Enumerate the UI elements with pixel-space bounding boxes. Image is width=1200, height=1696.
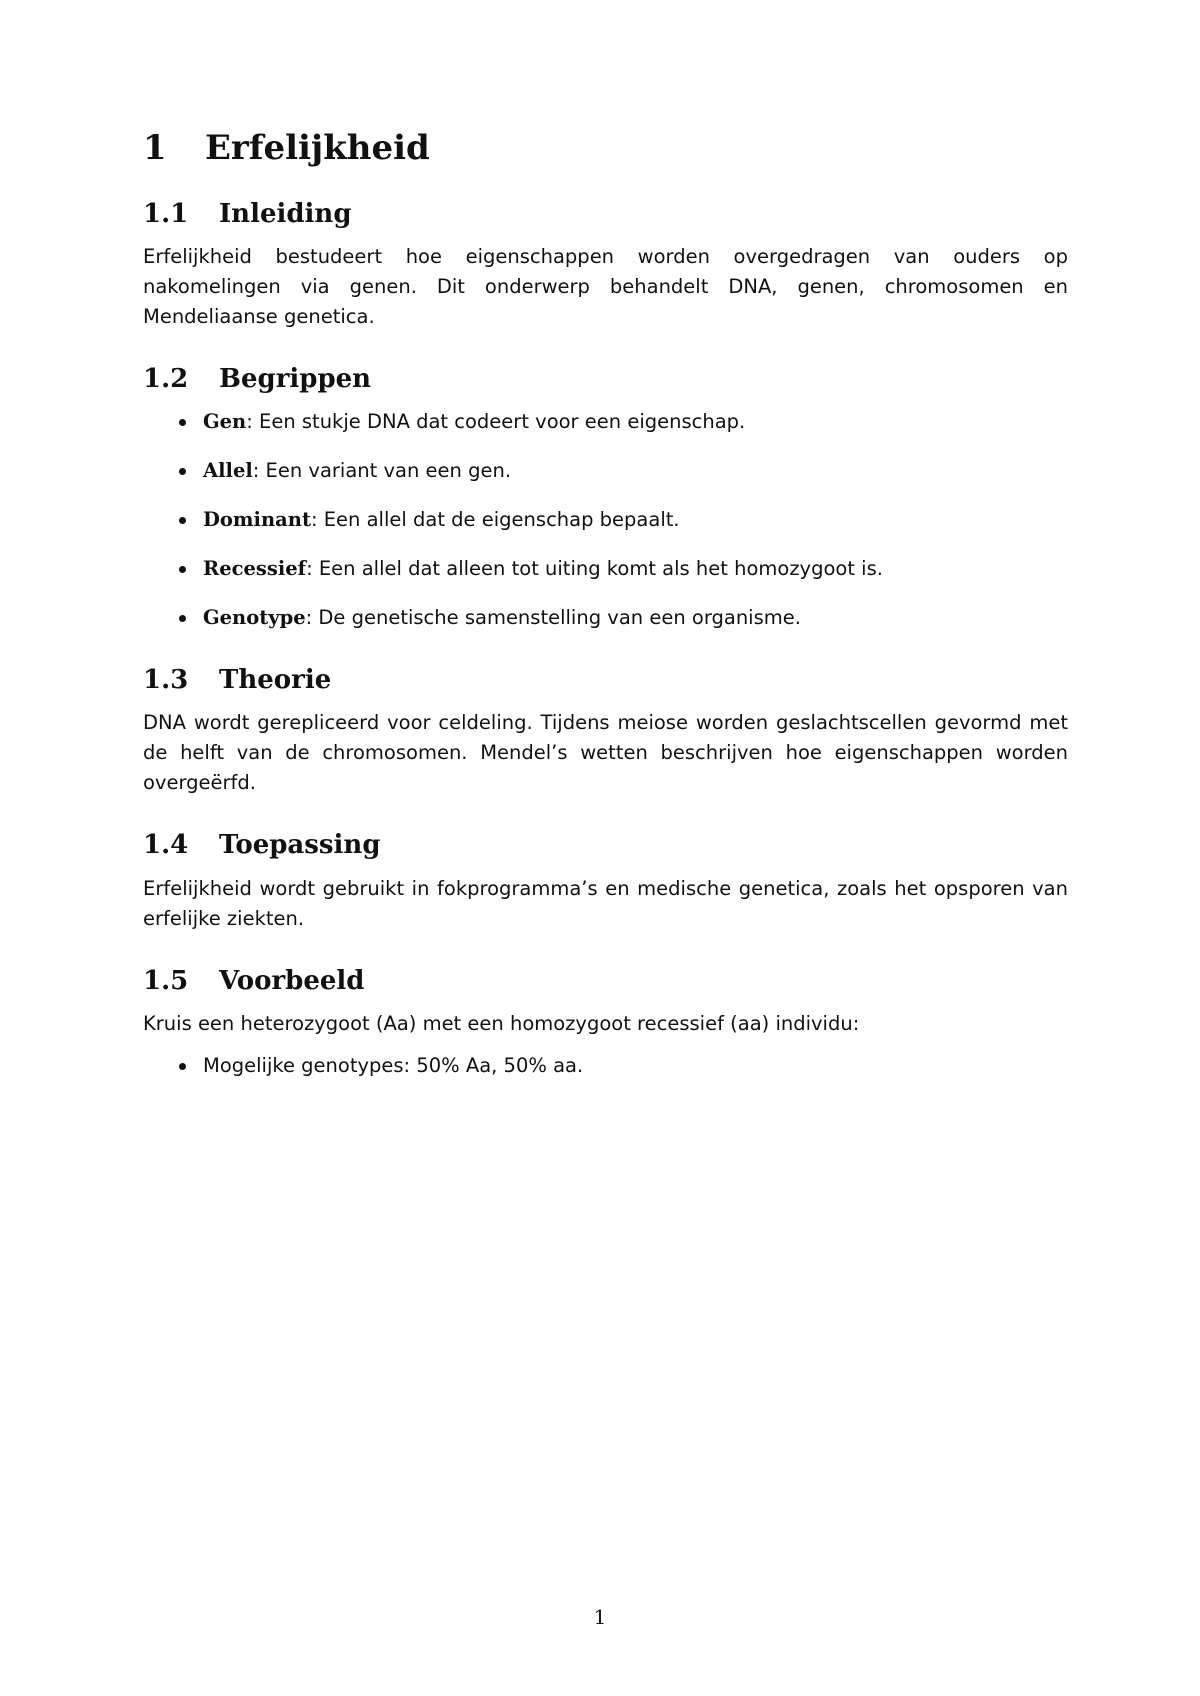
definition: : Een allel dat alleen tot uiting komt als het homozygoot is.: [306, 557, 883, 581]
list-item: [179, 603, 1068, 633]
section-heading: [143, 830, 1068, 861]
list-item: [179, 505, 1068, 535]
section-number: 1.2: [143, 363, 189, 394]
definition: : Een stukje DNA dat codeert voor een eigenschap.: [246, 410, 746, 434]
section-number: 1.4: [143, 830, 189, 861]
section-title: Inleiding: [219, 198, 352, 229]
section-theorie: [143, 665, 1068, 798]
example-list: [143, 1051, 1068, 1081]
section-heading: [143, 199, 1068, 230]
section-heading: [143, 364, 1068, 395]
bullet-icon: [179, 468, 186, 475]
chapter-heading: [143, 128, 1068, 169]
section-paragraph: Erfelijkheid wordt gebruikt in fokprogramma’s en medische genetica, zoals het opsporen van erfelijke ziekten.: [143, 876, 1068, 930]
bullet-icon: [179, 566, 186, 573]
list-item: [179, 554, 1068, 584]
list-item-text: Mogelijke genotypes: 50% Aa, 50% aa.: [203, 1053, 584, 1077]
section-paragraph: DNA wordt gerepliceerd voor celdeling. Tijdens meiose worden geslachtscellen gevormd met de helft van de chromosomen. Mendel’s wetten beschrijven hoe eigenschappen worden overgeërfd.: [143, 711, 1068, 795]
chapter-number: 1: [143, 128, 167, 168]
bullet-icon: [179, 517, 186, 524]
section-title: Begrippen: [219, 363, 372, 394]
section-voorbeeld: [143, 966, 1068, 1081]
definition: : Een allel dat de eigenschap bepaalt.: [310, 508, 680, 532]
definition-list: [143, 407, 1068, 633]
term: Genotype: [203, 606, 306, 630]
section-title: Toepassing: [219, 830, 381, 861]
page-number: 1: [593, 1605, 607, 1629]
section-paragraph: Kruis een heterozygoot (Aa) met een homozygoot recessief (aa) individu:: [143, 1011, 860, 1035]
section-begrippen: [143, 364, 1068, 633]
term: Recessief: [203, 557, 307, 581]
section-heading: [143, 665, 1068, 696]
term: Dominant: [203, 508, 311, 532]
bullet-icon: [179, 419, 186, 426]
list-item: [179, 407, 1068, 437]
section-number: 1.5: [143, 965, 189, 996]
term: Allel: [203, 459, 253, 483]
document-page: [143, 128, 1068, 1113]
section-title: Theorie: [219, 665, 332, 696]
definition: : Een variant van een gen.: [252, 459, 512, 483]
bullet-icon: [179, 1063, 186, 1070]
section-toepassing: [143, 830, 1068, 933]
bullet-icon: [179, 615, 186, 622]
section-inleiding: [143, 199, 1068, 332]
chapter-title: Erfelijkheid: [205, 128, 430, 168]
term: Gen: [203, 410, 247, 434]
section-number: 1.3: [143, 665, 189, 696]
section-number: 1.1: [143, 198, 189, 229]
section-title: Voorbeeld: [219, 965, 365, 996]
list-item: [179, 456, 1068, 486]
section-paragraph: Erfelijkheid bestudeert hoe eigenschappen worden overgedragen van ouders op nakomelingen via genen. Dit onderwerp behandelt DNA, genen, chromosomen en Mendeliaanse genetica.: [143, 244, 1068, 328]
list-item: [179, 1051, 1068, 1081]
definition: : De genetische samenstelling van een organisme.: [305, 606, 801, 630]
section-heading: [143, 966, 1068, 997]
